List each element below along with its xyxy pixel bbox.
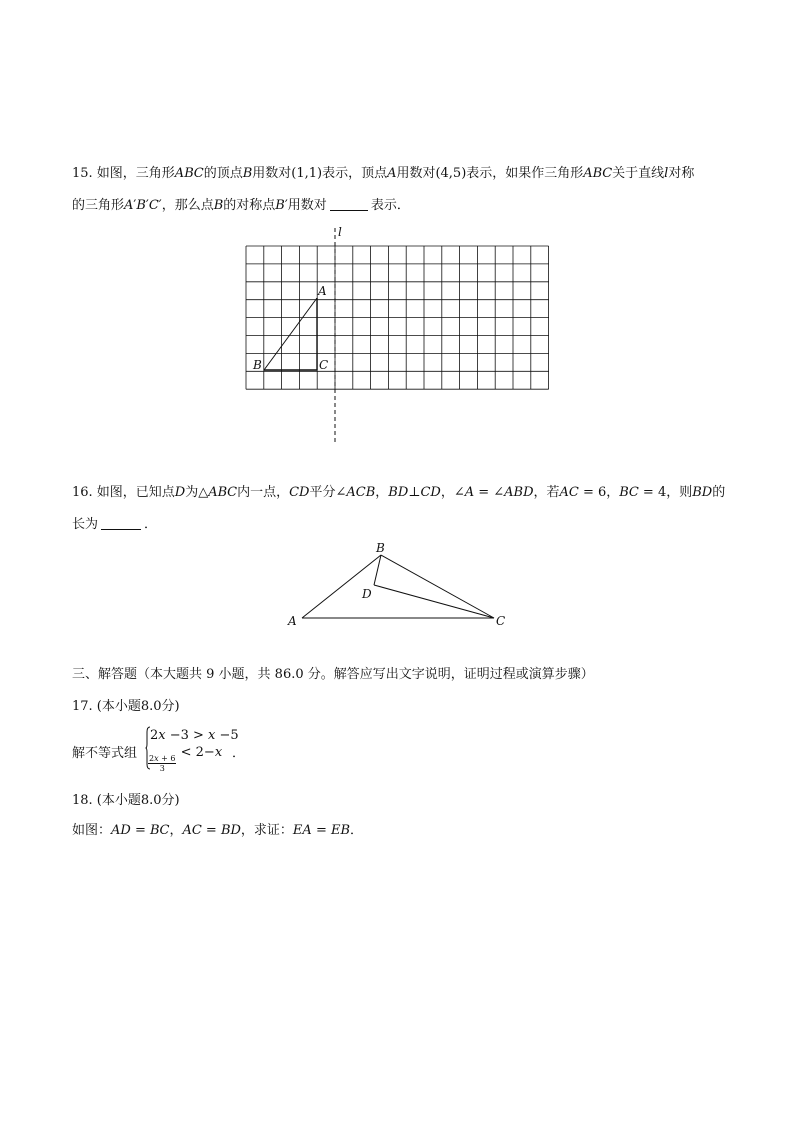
fraction-numerator: 2𝑥 + 6 — [149, 754, 176, 763]
q16-label-A: A — [288, 614, 297, 628]
q16-line2 — [72, 516, 157, 534]
q15-line2-suffix: 表示． — [370, 198, 410, 213]
label-l: l — [338, 225, 342, 239]
q17-fraction — [148, 754, 176, 773]
q17-inequality-2 — [148, 745, 222, 773]
grid — [246, 246, 549, 389]
segment-BC16 — [381, 555, 494, 618]
q16-label-B: B — [376, 541, 385, 555]
q16-line1: 16. 如图，已知点𝐷为△𝐴𝐵𝐶内一点，𝐶𝐷平分∠𝐴𝐶𝐵，𝐵𝐷⊥𝐶𝐷，∠𝐴 = ∠𝐴𝐵𝐷，若𝐴𝐶 = 6，𝐵𝐶 = 4，则𝐵𝐷的 — [72, 485, 726, 500]
segment-DC — [374, 585, 494, 618]
segment-BA — [264, 298, 317, 370]
q17-suffix: ． — [232, 746, 246, 761]
segment-BD — [374, 555, 381, 585]
fraction-denominator: 3 — [159, 764, 165, 773]
q15-answer-blank[interactable] — [330, 198, 368, 211]
q15-line1: 15. 如图，三角形𝐴𝐵𝐶的顶点𝐵用数对(1,1)表示，顶点𝐴用数对(4,5)表示，如果作三角形𝐴𝐵𝐶关于直线𝑙对称 — [72, 166, 695, 181]
q16-triangle-figure — [302, 555, 494, 618]
q15-line2 — [72, 197, 410, 215]
q18-text: 如图：𝐴𝐷 = 𝐵𝐶，𝐴𝐶 = 𝐵𝐷，求证：𝐸𝐴 = 𝐸𝐵． — [72, 823, 364, 838]
q16-answer-blank[interactable] — [101, 517, 141, 530]
label-A: A — [318, 284, 327, 298]
q17-inequality-1: 2𝑥 −3 > 𝑥 −5 — [150, 728, 239, 743]
segment-AB — [302, 555, 381, 618]
q16-line2-prefix: 长为 — [72, 517, 99, 532]
q17-prefix: 解不等式组 — [72, 746, 138, 761]
q17-inequality-2-rest: < 2−𝑥 — [180, 745, 223, 760]
q16-label-D: D — [362, 587, 372, 601]
q17-title: 17. (本小题8.0分) — [72, 699, 180, 714]
q15-line2-prefix: 的三角形𝐴′𝐵′𝐶′，那么点𝐵的对称点𝐵′用数对 — [72, 198, 327, 213]
q18-title: 18. (本小题8.0分) — [72, 793, 180, 808]
q16-line2-suffix: ． — [144, 517, 158, 532]
section3-heading: 三、解答题（本大题共 9 小题，共 86.0 分。解答应写出文字说明，证明过程或演算步骤） — [72, 667, 594, 682]
label-B: B — [253, 358, 262, 372]
label-C: C — [319, 358, 329, 372]
q16-label-C: C — [496, 614, 506, 628]
